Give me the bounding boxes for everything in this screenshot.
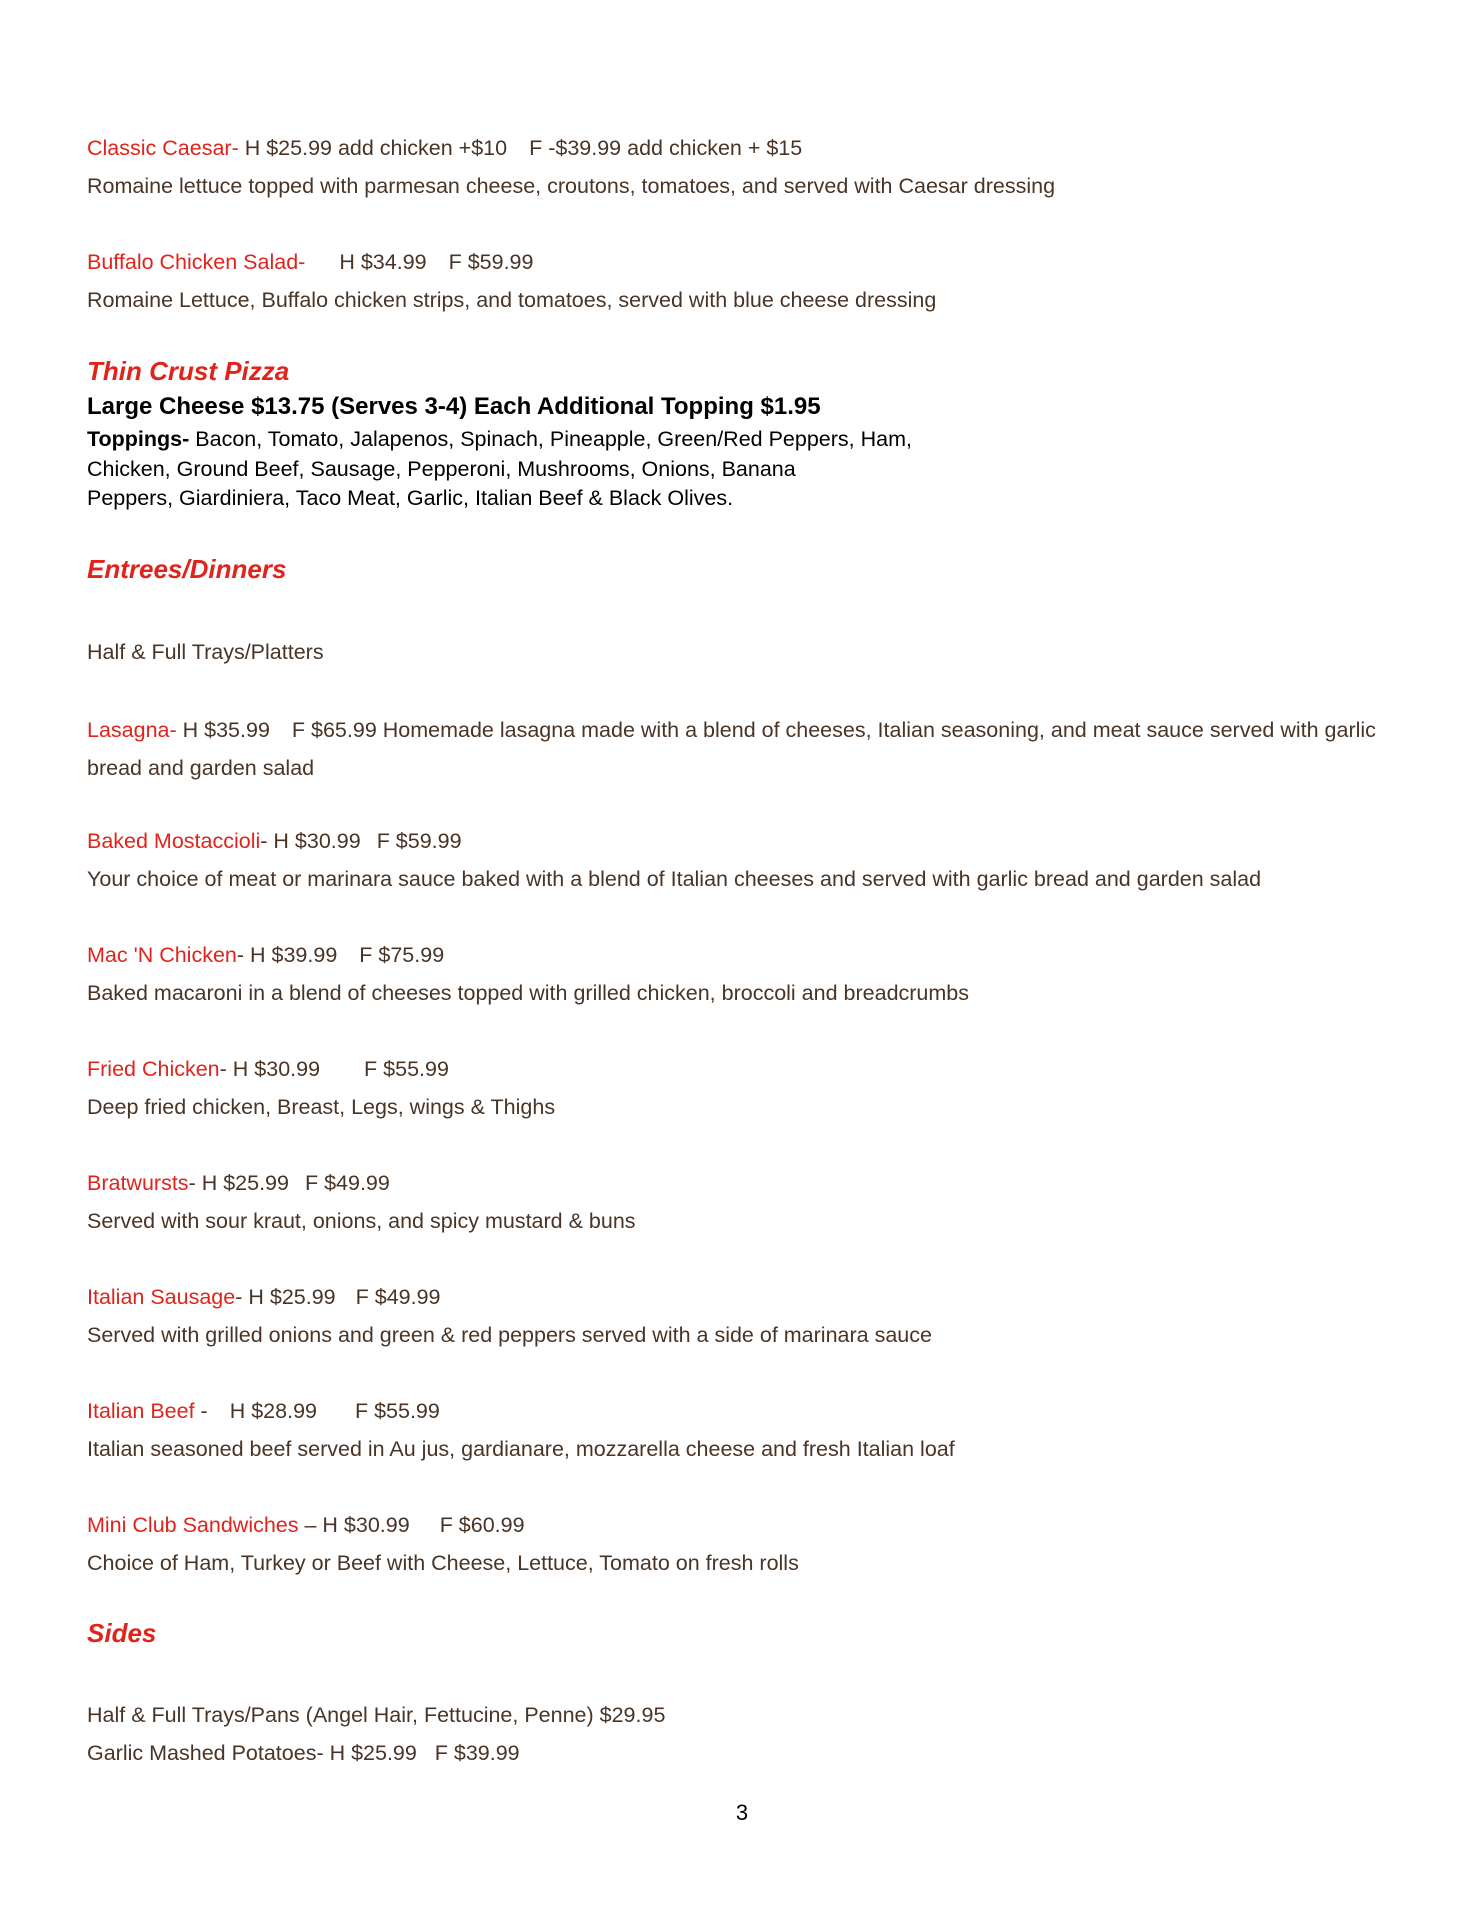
item-price-full: F $59.99 xyxy=(448,250,534,274)
item-description: Choice of Ham, Turkey or Beef with Cheese, Lettuce, Tomato on fresh rolls xyxy=(87,1551,799,1575)
item-separator: - xyxy=(169,718,183,742)
menu-item-italian-beef xyxy=(87,1396,440,1426)
side-item: Garlic Mashed Potatoes- H $25.99 F $39.99 xyxy=(87,1741,520,1765)
item-price-half: H $25.99 add chicken +$10 xyxy=(244,136,508,160)
item-separator: - xyxy=(236,943,251,967)
side-item: Half & Full Trays/Pans (Angel Hair, Fettucine, Penne) $29.95 xyxy=(87,1703,666,1727)
item-price-full: F $55.99 xyxy=(354,1399,440,1423)
item-price-half: H $30.99 xyxy=(232,1057,321,1081)
item-price-half: H $35.99 xyxy=(182,718,270,742)
item-description: Served with grilled onions and green & red peppers served with a side of marinara sauce xyxy=(87,1323,932,1347)
menu-item-lasagna xyxy=(87,711,1417,787)
item-name: Bratwursts xyxy=(87,1171,189,1195)
item-price-half: H $25.99 xyxy=(201,1171,289,1195)
item-separator: – xyxy=(298,1513,323,1537)
item-name: Fried Chicken xyxy=(87,1057,220,1081)
item-separator: - xyxy=(194,1399,208,1423)
item-name: Buffalo Chicken Salad xyxy=(87,250,299,274)
item-price-half: H $28.99 xyxy=(229,1399,317,1423)
item-description: Homemade lasagna made with a blend of cheeses, Italian seasoning, and meat sauce served with garlic bread and garden salad xyxy=(87,718,1376,780)
toppings-line: Chicken, Ground Beef, Sausage, Pepperoni, Mushrooms, Onions, Banana xyxy=(87,456,796,481)
item-name: Mac 'N Chicken xyxy=(87,943,237,967)
item-separator: - xyxy=(260,829,274,853)
item-description: Italian seasoned beef served in Au jus, gardianare, mozzarella cheese and fresh Italian loaf xyxy=(87,1437,955,1461)
item-separator: - xyxy=(231,136,245,160)
item-price-half: H $30.99 xyxy=(322,1513,410,1537)
item-name: Italian Beef xyxy=(87,1399,195,1423)
page-number: 3 xyxy=(735,1800,749,1825)
menu-item-buffalo-chicken-salad xyxy=(87,247,533,277)
section-title-sides: Sides xyxy=(87,1618,157,1648)
item-price-full: F $55.99 xyxy=(364,1057,449,1081)
menu-item-fried-chicken xyxy=(87,1054,449,1084)
toppings-line: Bacon, Tomato, Jalapenos, Spinach, Pineapple, Green/Red Peppers, Ham, xyxy=(189,427,912,451)
item-name: Mini Club Sandwiches xyxy=(87,1513,299,1537)
item-price-full: F $75.99 xyxy=(359,943,445,967)
item-description: Baked macaroni in a blend of cheeses topped with grilled chicken, broccoli and breadcrumbs xyxy=(87,981,970,1005)
item-description: Served with sour kraut, onions, and spicy mustard & buns xyxy=(87,1209,636,1233)
item-price-half: H $25.99 xyxy=(248,1285,336,1309)
menu-item-bratwursts xyxy=(87,1168,390,1198)
item-price-full: F -$39.99 add chicken + $15 xyxy=(529,136,803,160)
item-price-full: F $65.99 xyxy=(291,718,377,742)
item-separator: - xyxy=(298,250,306,274)
section-title-entrees: Entrees/Dinners xyxy=(87,554,287,584)
pizza-large-cheese: Large Cheese $13.75 (Serves 3-4) Each Additional Topping $1.95 xyxy=(87,393,821,420)
item-price-half: H $39.99 xyxy=(250,943,338,967)
item-price-half: H $34.99 xyxy=(339,250,427,274)
menu-item-classic-caesar xyxy=(87,133,802,163)
toppings-label: Toppings- xyxy=(87,427,190,451)
item-name: Italian Sausage xyxy=(87,1285,236,1309)
section-title-pizza: Thin Crust Pizza xyxy=(87,356,290,386)
menu-item-mini-club-sandwiches xyxy=(87,1510,525,1540)
item-name: Classic Caesar xyxy=(87,136,232,160)
menu-item-mac-n-chicken xyxy=(87,940,444,970)
item-price-full: F $60.99 xyxy=(439,1513,525,1537)
menu-item-italian-sausage xyxy=(87,1282,441,1312)
item-separator: - xyxy=(219,1057,233,1081)
item-description: Romaine Lettuce, Buffalo chicken strips, and tomatoes, served with blue cheese dressing xyxy=(87,288,937,312)
toppings-line: Peppers, Giardiniera, Taco Meat, Garlic, Italian Beef & Black Olives. xyxy=(87,486,734,510)
pizza-toppings xyxy=(87,425,947,514)
item-separator: - xyxy=(235,1285,249,1309)
item-name: Baked Mostaccioli xyxy=(87,829,261,853)
item-price-full: F $49.99 xyxy=(304,1171,390,1195)
item-separator: - xyxy=(188,1171,202,1195)
item-price-full: F $49.99 xyxy=(355,1285,441,1309)
menu-item-baked-mostaccioli xyxy=(87,826,462,856)
item-description: Deep fried chicken, Breast, Legs, wings & Thighs xyxy=(87,1095,556,1119)
item-price-full: F $59.99 xyxy=(376,829,462,853)
entrees-subtitle: Half & Full Trays/Platters xyxy=(87,640,324,664)
item-price-half: H $30.99 xyxy=(273,829,361,853)
item-name: Lasagna xyxy=(87,718,170,742)
item-description: Your choice of meat or marinara sauce baked with a blend of Italian cheeses and served with garlic bread and garden salad xyxy=(87,867,1262,891)
item-description: Romaine lettuce topped with parmesan cheese, croutons, tomatoes, and served with Caesar dressing xyxy=(87,174,1056,198)
